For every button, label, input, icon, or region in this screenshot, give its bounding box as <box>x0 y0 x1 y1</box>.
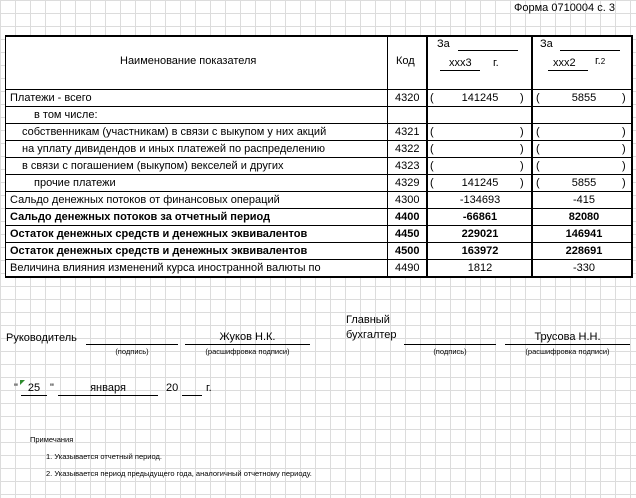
chief-decode-hint: (расшифровка подписи) <box>525 347 610 356</box>
row-value-current: -66861 <box>462 211 498 223</box>
col-header-period2-suffix: г.$^2$ <box>595 55 606 67</box>
row-name: Сальдо денежных потоков от финансовых операций <box>10 194 280 206</box>
row-code: 4500 <box>395 245 420 257</box>
row-value-previous: -330 <box>572 262 596 274</box>
paren-close: ) <box>520 143 524 155</box>
paren-open: ( <box>536 143 540 155</box>
col-header-code: Код <box>396 55 415 67</box>
chief-accountant-label-2: бухгалтер <box>346 329 397 341</box>
paren-open: ( <box>536 177 540 189</box>
col-header-period1-year: xxx3 <box>449 57 472 69</box>
row-name: Сальдо денежных потоков за отчетный период <box>10 211 271 223</box>
chief-accountant-label-1: Главный <box>346 314 390 326</box>
paren-open: ( <box>430 177 434 189</box>
paren-open: ( <box>430 126 434 138</box>
row-name: прочие платежи <box>34 177 116 189</box>
col-header-period1-suffix: г. <box>493 57 499 69</box>
paren-open: ( <box>536 160 540 172</box>
head-decode-hint: (расшифровка подписи) <box>205 347 290 356</box>
paren-close: ) <box>520 177 524 189</box>
row-value-current: 1812 <box>467 262 493 274</box>
col-header-name: Наименование показателя <box>120 55 257 67</box>
row-value-current: -134693 <box>459 194 501 206</box>
paren-close: ) <box>622 92 626 104</box>
paren-open: ( <box>430 160 434 172</box>
paren-close: ) <box>520 92 524 104</box>
row-name: Величина влияния изменений курса иностранной валюты по <box>10 262 321 274</box>
row-value-current: 141245 <box>461 92 499 104</box>
footnote-ref-2: 2 <box>600 57 606 66</box>
paren-close: ) <box>622 126 626 138</box>
col-header-period2-prefix: За <box>540 38 553 50</box>
row-value-previous: 146941 <box>565 228 603 240</box>
paren-close: ) <box>622 160 626 172</box>
row-code: 4323 <box>395 160 420 172</box>
head-signature-hint: (подпись) <box>115 347 149 356</box>
row-code: 4490 <box>395 262 420 274</box>
row-code: 4322 <box>395 143 420 155</box>
col-header-period2-year: xxx2 <box>553 57 576 69</box>
note-item: 2. Указывается период предыдущего года, аналогичный отчетному периоду. <box>46 469 312 478</box>
paren-close: ) <box>622 143 626 155</box>
row-value-previous: 82080 <box>568 211 600 223</box>
row-name: в связи с погашением (выкупом) векселей и других <box>22 160 284 172</box>
date-quote-open: " <box>14 382 18 394</box>
row-name: на уплату дивидендов и иных платежей по распределению <box>22 143 326 155</box>
form-label: Форма 0710004 с. 3 <box>514 2 615 14</box>
chief-name: Трусова Н.Н. <box>534 331 601 343</box>
date-year-prefix: 20 <box>166 382 179 394</box>
row-value-previous: 5855 <box>571 177 597 189</box>
paren-close: ) <box>520 126 524 138</box>
chief-signature-hint: (подпись) <box>433 347 467 356</box>
paren-open: ( <box>430 143 434 155</box>
paren-open: ( <box>536 92 540 104</box>
row-value-previous: 5855 <box>571 92 597 104</box>
col-header-period1-prefix: За <box>437 38 450 50</box>
paren-close: ) <box>622 177 626 189</box>
date-quote-close: " <box>50 382 54 394</box>
row-code: 4321 <box>395 126 420 138</box>
paren-close: ) <box>520 160 524 172</box>
row-name: в том числе: <box>34 109 98 121</box>
row-name: Остаток денежных средств и денежных эквивалентов <box>10 245 308 257</box>
paren-open: ( <box>536 126 540 138</box>
notes-title: Примечания <box>30 435 74 444</box>
note-item: 1. Указывается отчетный период. <box>46 452 162 461</box>
row-value-current: 163972 <box>461 245 499 257</box>
row-value-current: 141245 <box>461 177 499 189</box>
row-code: 4320 <box>395 92 420 104</box>
row-name: Остаток денежных средств и денежных эквивалентов <box>10 228 308 240</box>
paren-open: ( <box>430 92 434 104</box>
row-code: 4400 <box>395 211 420 223</box>
date-day: 25 <box>27 382 41 394</box>
row-code: 4300 <box>395 194 420 206</box>
row-name: собственникам (участникам) в связи с выкупом у них акций <box>22 126 327 138</box>
row-value-previous: -415 <box>572 194 596 206</box>
row-value-current: 229021 <box>461 228 499 240</box>
head-name: Жуков Н.К. <box>219 331 276 343</box>
row-code: 4450 <box>395 228 420 240</box>
date-year-suffix: г. <box>206 382 212 394</box>
row-name: Платежи - всего <box>10 92 92 104</box>
date-month: января <box>90 382 126 394</box>
row-code: 4329 <box>395 177 420 189</box>
row-value-previous: 228691 <box>565 245 603 257</box>
head-label: Руководитель <box>6 332 77 344</box>
